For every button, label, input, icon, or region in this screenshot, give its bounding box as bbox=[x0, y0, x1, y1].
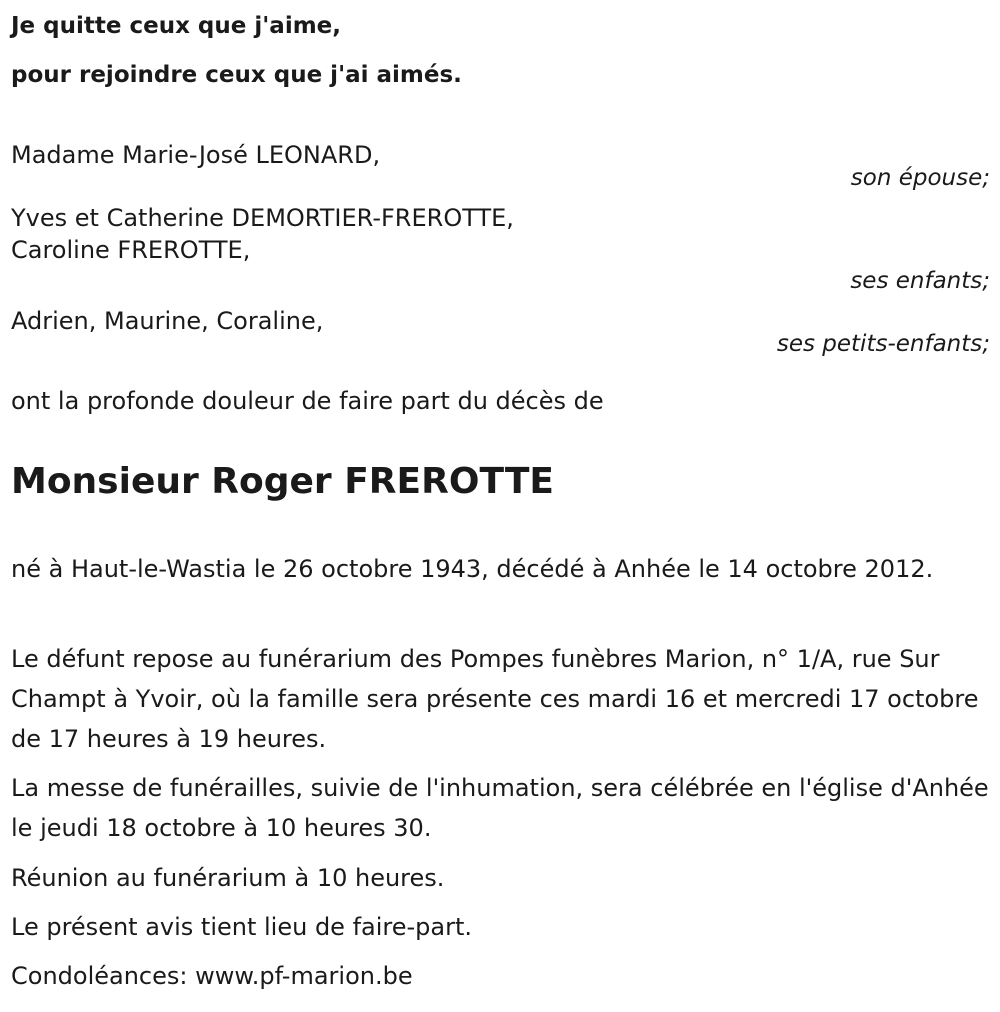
meeting-paragraph: Réunion au funérarium à 10 heures. bbox=[11, 864, 445, 892]
condolences-paragraph: Condoléances: www.pf-marion.be bbox=[11, 962, 413, 990]
grandchildren-role: ses petits-enfants; bbox=[776, 331, 990, 357]
spouse-name: Madame Marie-José LEONARD, bbox=[11, 141, 381, 169]
epigraph-line-1: Je quitte ceux que j'aime, bbox=[11, 13, 342, 39]
child-name-1: Yves et Catherine DEMORTIER-FREROTTE, bbox=[11, 204, 514, 232]
intro-text: ont la profonde douleur de faire part du décès de bbox=[11, 387, 604, 415]
child-name-2: Caroline FREROTTE, bbox=[11, 236, 251, 264]
rest-paragraph: Le défunt repose au funérarium des Pompes funèbres Marion, n° 1/A, rue Sur Champt à Yvoir, où la famille sera présente ces mardi 16 et mercredi 17 octobre de 17 heures à 19 heures. bbox=[11, 645, 979, 753]
epigraph-line-2: pour rejoindre ceux que j'ai aimés. bbox=[11, 62, 462, 88]
grandchildren-names: Adrien, Maurine, Coraline, bbox=[11, 307, 324, 335]
spouse-role: son épouse; bbox=[850, 165, 990, 191]
deceased-name: Monsieur Roger FREROTTE bbox=[11, 461, 554, 502]
children-role: ses enfants; bbox=[850, 268, 990, 294]
birth-death-paragraph: né à Haut-le-Wastia le 26 octobre 1943, décédé à Anhée le 14 octobre 2012. bbox=[11, 555, 934, 583]
notice-paragraph: Le présent avis tient lieu de faire-part. bbox=[11, 913, 473, 941]
mass-paragraph: La messe de funérailles, suivie de l'inhumation, sera célébrée en l'église d'Anhée le jeudi 18 octobre à 10 heures 30. bbox=[11, 774, 989, 842]
